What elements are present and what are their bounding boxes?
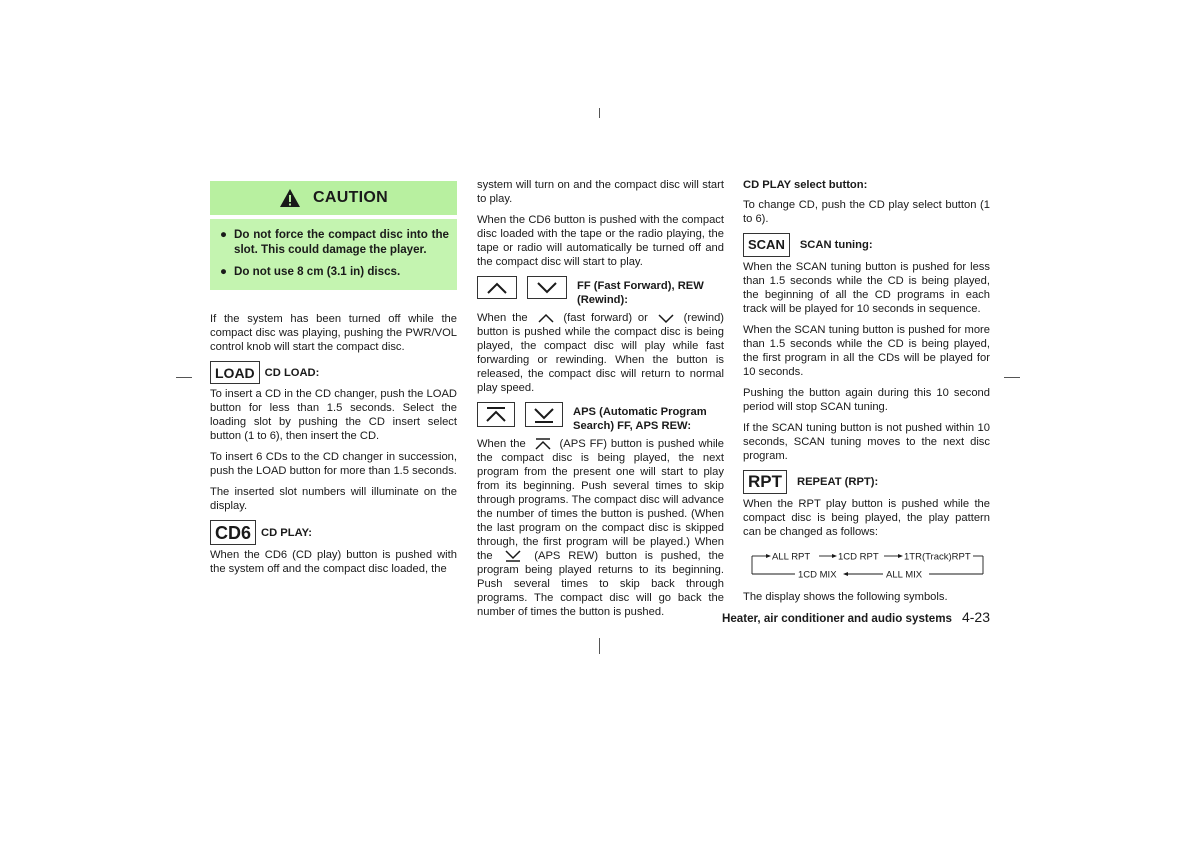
ff-rew-paragraph — [477, 311, 724, 395]
load-key-icon: LOAD — [210, 361, 260, 384]
aps-ff-key-icon — [477, 402, 515, 427]
rpt-key-icon: RPT — [743, 470, 787, 494]
scan-paragraph-3: Pushing the button again during this 10 second period will stop SCAN tuning. — [743, 387, 990, 413]
aps-rew-key-icon — [525, 402, 563, 427]
repeat-label: REPEAT (RPT): — [797, 476, 879, 488]
footer-section: Heater, air conditioner and audio systems — [721, 612, 952, 625]
diagram-1tr-rpt: 1TR(Track)RPT — [904, 551, 971, 563]
fast-forward-key-icon — [477, 276, 517, 299]
scan-heading — [743, 233, 990, 257]
bullet-icon: ● — [220, 265, 228, 278]
ff-text-c: (rewind) button is pushed while the compact disc is being played, the compact disc will play while fast forwarding or rewinding. When the button is released, the compact disc will return to normal play speed. — [477, 312, 725, 394]
up-chevron-icon — [536, 312, 556, 324]
continued-paragraph: system will turn on and the compact disc will start to play. — [477, 179, 724, 205]
diagram-all-rpt: ALL RPT — [772, 551, 811, 563]
scan-paragraph-2: When the SCAN tuning button is pushed for more than 1.5 seconds while the CD is being played, the first program in all the CDs will be played for 10 seconds. — [743, 324, 990, 378]
cd6-key-icon: CD6 — [210, 520, 256, 545]
repeat-pattern-diagram — [747, 550, 987, 580]
cd6-paragraph: When the CD6 (CD play) button is pushed with the system off and the compact disc loaded, the — [210, 549, 457, 575]
cd-load-heading — [210, 361, 457, 384]
aps-text-a: When the — [477, 438, 526, 450]
aps-text-b: (APS FF) button is pushed while the compact disc is being played, the next program from the present one will start to play from its beginning. Push several times to skip through programs. The compact disc will advance the number of times the button is pushed. (When the last program on the compact disc is skipped through, the first program will be played.) When the — [477, 438, 725, 563]
crop-mark-top — [599, 108, 600, 118]
cd-play-select-paragraph: To change CD, push the CD play select button (1 to 6). — [743, 199, 990, 225]
aps-paragraph — [477, 437, 724, 619]
aps-label: APS (Automatic Program Search) FF, APS REW: — [573, 406, 707, 432]
rewind-key-icon — [527, 276, 567, 299]
diagram-all-mix: ALL MIX — [886, 569, 923, 580]
cd-load-label: CD LOAD: — [264, 366, 320, 379]
caution-header — [210, 181, 457, 215]
ff-rew-label: FF (Fast Forward), REW (Rewind): — [577, 280, 704, 306]
diagram-1cd-mix: 1CD MIX — [798, 569, 837, 580]
warning-icon — [279, 188, 301, 208]
repeat-paragraph: When the RPT play button is pushed while the compact disc is being played, the play pattern can be changed as follows: — [743, 498, 990, 538]
aps-text-c: (APS REW) button is pushed, the program being played returns to its beginning. Push several times to skip back through programs. The compact disc will go back the number of times the button is pushed. — [477, 550, 725, 619]
cd-play-heading — [210, 520, 457, 545]
scan-key-icon: SCAN — [743, 233, 790, 257]
column-2 — [477, 178, 724, 626]
bullet-icon: ● — [220, 228, 228, 241]
scan-paragraph-4: If the SCAN tuning button is not pushed within 10 seconds, SCAN tuning moves to the next disc program. — [743, 422, 990, 462]
cd-play-label: CD PLAY: — [261, 526, 312, 539]
aps-down-icon — [502, 549, 524, 563]
page-number: 4-23 — [961, 609, 990, 625]
aps-up-icon — [532, 437, 554, 451]
load-paragraph-1: To insert a CD in the CD changer, push the LOAD button for less than 1.5 seconds. Select the loading slot by pushing the CD insert select button (1 to 6), then insert the CD. — [210, 388, 457, 442]
column-3 — [743, 178, 990, 611]
load-paragraph-3: The inserted slot numbers will illuminate on the display. — [210, 486, 457, 512]
caution-item — [220, 264, 449, 279]
ff-text-b: (fast forward) or — [563, 312, 648, 324]
caution-item — [220, 227, 449, 257]
load-paragraph-2: To insert 6 CDs to the CD changer in succession, push the LOAD button for more than 1.5 seconds. — [210, 451, 457, 477]
power-paragraph: If the system has been turned off while the compact disc was playing, pushing the PWR/VOL control knob will start the compact disc. — [210, 313, 457, 353]
column-1 — [210, 178, 457, 583]
caution-body — [210, 219, 457, 290]
cd-play-select-heading: CD PLAY select button: — [743, 179, 868, 191]
cd6-tape-paragraph: When the CD6 button is pushed with the compact disc loaded with the tape or the radio playing, the tape or radio will automatically be turned off and the compact disc will start to play. — [477, 214, 724, 268]
scan-label: SCAN tuning: — [799, 239, 873, 251]
page-footer — [722, 610, 990, 626]
ff-rew-heading — [477, 276, 724, 307]
repeat-heading — [743, 470, 990, 494]
caution-item-text: Do not use 8 cm (3.1 in) discs. — [234, 265, 401, 278]
crop-mark-left — [176, 377, 192, 378]
caution-title: CAUTION — [313, 189, 388, 206]
diagram-1cd-rpt: 1CD RPT — [838, 551, 879, 563]
crop-mark-bottom — [599, 638, 600, 654]
caution-item-text: Do not force the compact disc into the slot. This could damage the player. — [234, 228, 449, 256]
aps-heading — [477, 402, 724, 433]
ff-text-a: When the — [477, 312, 528, 324]
display-symbols-paragraph: The display shows the following symbols. — [743, 591, 948, 603]
crop-mark-right — [1004, 377, 1020, 378]
down-chevron-icon — [656, 312, 676, 324]
scan-paragraph-1: When the SCAN tuning button is pushed for less than 1.5 seconds while the CD is being played, the beginning of all the CD programs in each track will be played for 10 seconds in sequence. — [743, 261, 990, 315]
